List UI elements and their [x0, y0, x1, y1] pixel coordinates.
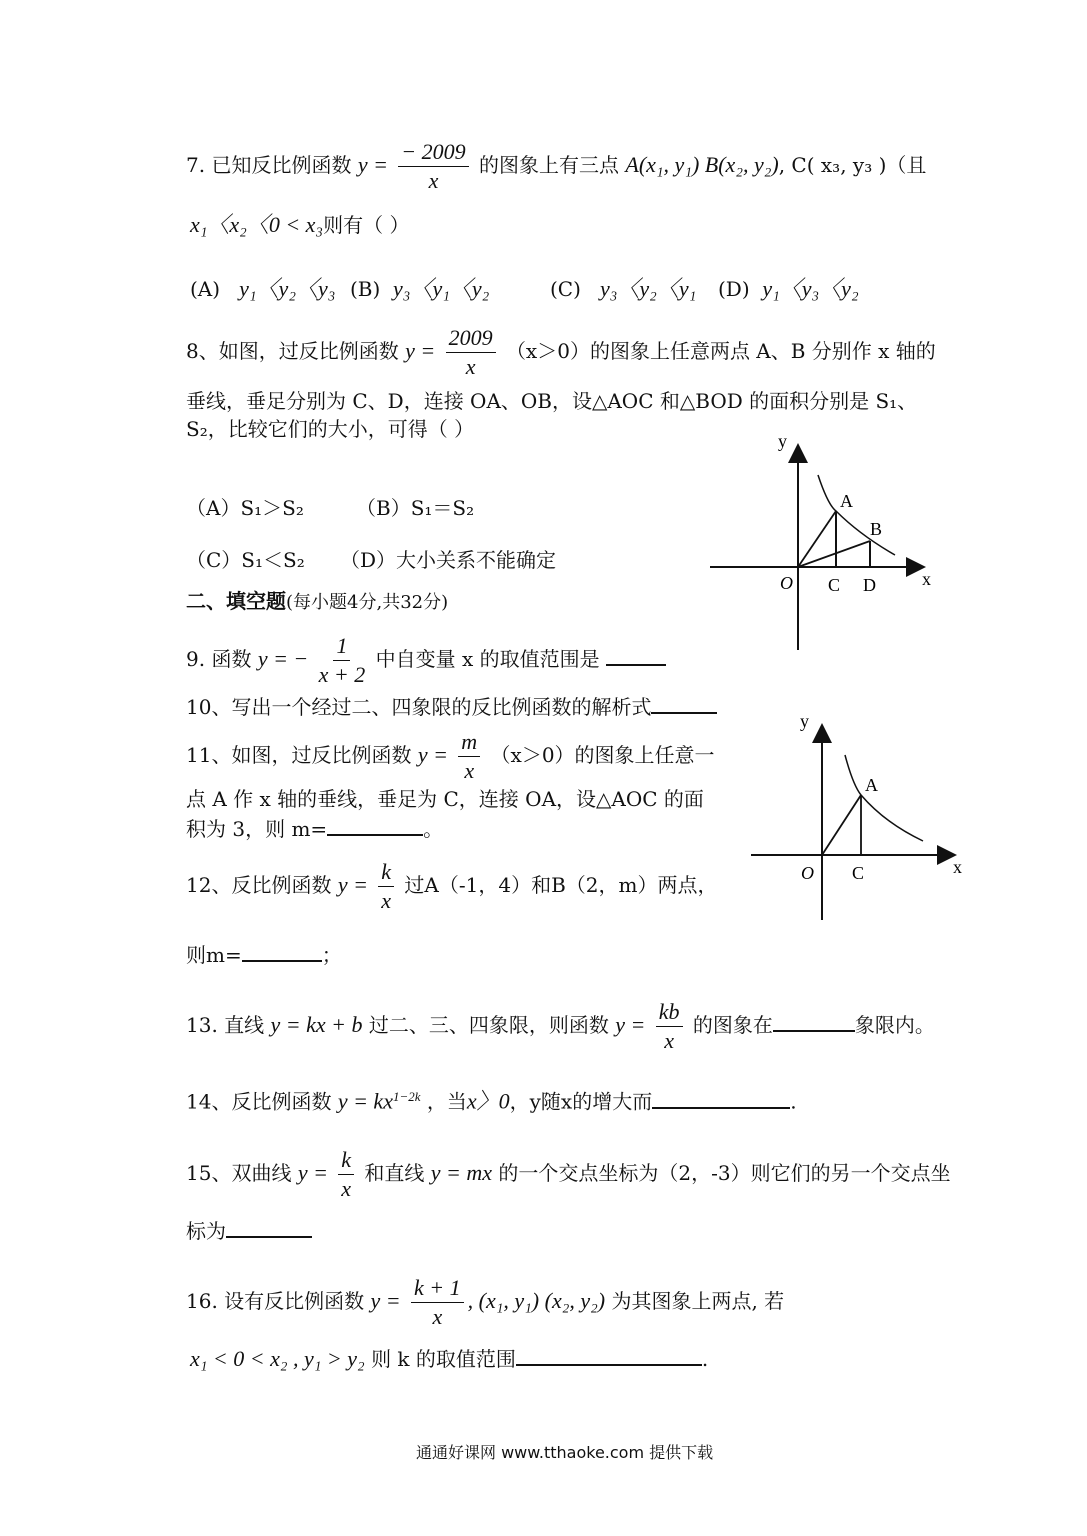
- q8-figure: [700, 425, 940, 660]
- q7-options: (A) y₁〈y₂〈y₃: [190, 276, 336, 301]
- q7-line2: x₁〈x₂〈0 < x₃则有（ ）: [190, 212, 410, 237]
- q12-answer-blank[interactable]: [242, 942, 322, 962]
- label-c: C: [852, 863, 865, 883]
- q12-fraction: $\frac{k}{x}$: [378, 858, 394, 915]
- q16-line1: 16. 设有反比例函数 y = $\frac{k + 1}{x}$ , (x₁, y₁) (x₂, y₂) 为其图象上两点, 若: [186, 1275, 785, 1329]
- label-y: y: [778, 431, 787, 451]
- label-x: x: [922, 569, 931, 589]
- segment-oa: [798, 511, 836, 567]
- q8-option-c: （C）S₁＜S₂: [186, 548, 305, 572]
- q14-answer-blank[interactable]: [652, 1089, 790, 1109]
- segment-ob: [798, 541, 870, 567]
- q9-fraction: $\frac{1}{x + 2}$: [318, 633, 366, 687]
- q13-fraction: $\frac{kb}{x}$: [656, 998, 683, 1055]
- q16-answer-blank[interactable]: [516, 1346, 702, 1366]
- label-x: x: [953, 857, 962, 877]
- label-d: D: [863, 575, 876, 595]
- label-o: O: [780, 573, 793, 593]
- q11-line3: 积为 3，则 m= 。: [186, 817, 444, 841]
- q7-option-c: (C) y₃〈y₂〈y₁: [550, 276, 697, 301]
- q9-answer-blank[interactable]: [606, 646, 666, 666]
- q15-answer-blank[interactable]: [226, 1218, 312, 1238]
- q8-line1: 8、如图，过反比例函数 y = $\frac{2009}{x}$ （x＞0）的图象上任意两点 A、B 分别作 x 轴的: [186, 325, 936, 379]
- label-o: O: [801, 863, 814, 883]
- q7-option-d: (D) y₁〈y₃〈y₂: [718, 276, 859, 301]
- label-c: C: [828, 575, 841, 595]
- q15-line2: 标为: [186, 1218, 312, 1244]
- q11-answer-blank[interactable]: [327, 816, 423, 836]
- section2-heading: 二、填空题(每小题4分,共32分): [186, 589, 449, 613]
- q15-fraction: $\frac{k}{x}$: [338, 1146, 354, 1203]
- q8-option-b: （B）S₁＝S₂: [356, 496, 475, 520]
- q14: 14、反比例函数 $y = kx^{1-2k}$ ，当x〉0，y随x的增大而 .: [186, 1088, 797, 1114]
- q8-line2: 垂线，垂足分别为 C、D，连接 OA、OB，设△AOC 和△BOD 的面积分别是 S₁、: [186, 389, 918, 413]
- q13-answer-blank[interactable]: [773, 1012, 855, 1032]
- label-a: A: [840, 491, 853, 511]
- q11-line2: 点 A 作 x 轴的垂线，垂足为 C，连接 OA，设△AOC 的面: [186, 787, 704, 811]
- q8-option-d: （D）大小关系不能确定: [340, 548, 557, 572]
- hyperbola-curve: [818, 475, 895, 555]
- segment-oa: [822, 795, 861, 855]
- q7-fraction: $\frac{- 2009}{x}$: [398, 138, 468, 195]
- q12-line2: 则m= ；: [186, 943, 342, 967]
- hyperbola-curve: [845, 755, 923, 841]
- q8-line3: S₂，比较它们的大小，可得（ ）: [186, 417, 475, 441]
- q16-line2: x₁ < 0 < x₂ , y₁ > y₂ 则 k 的取值范围 .: [190, 1346, 709, 1371]
- q10-answer-blank[interactable]: [651, 694, 717, 714]
- q8-fraction: $\frac{2009}{x}$: [446, 324, 496, 381]
- q10: 10、写出一个经过二、四象限的反比例函数的解析式: [186, 694, 717, 720]
- q8-option-a: （A）S₁＞S₂: [186, 496, 304, 520]
- label-b: B: [870, 519, 883, 539]
- label-a: A: [865, 775, 878, 795]
- q11-figure: [745, 705, 975, 925]
- q12-line1: 12、反比例函数 y = $\frac{k}{x}$ 过A（-1，4）和B（2，m）两点，: [186, 859, 718, 913]
- q7-option-b: (B) y₃〈y₁〈y₂: [350, 276, 490, 301]
- footer-credit: 通通好课网 www.tthaoke.com 提供下载: [416, 1443, 714, 1462]
- q11-fraction: $\frac{m}{x}$: [458, 728, 480, 785]
- q11-line1: 11、如图，过反比例函数 y = $\frac{m}{x}$ （x＞0）的图象上任意一: [186, 729, 715, 783]
- q16-fraction: $\frac{k + 1}{x}$: [411, 1274, 464, 1331]
- q7-line1: 7. 已知反比例函数 y = $\frac{- 2009}{x}$ 的图象上有三点 A(x₁, y₁) B(x₂, y₂), C( x₃, y₃ )（且: [186, 139, 927, 193]
- q13: 13. 直线 y = kx + b 过二、三、四象限，则函数 y = $\frac{kb}{x}$ 的图象在 象限内。: [186, 999, 935, 1053]
- q15-line1: 15、双曲线 y = $\frac{k}{x}$ 和直线 y = mx 的一个交点坐标为（2，-3）则它们的另一个交点坐: [186, 1147, 951, 1201]
- label-y: y: [800, 711, 809, 731]
- q9: 9. 函数 y = − $\frac{1}{x + 2}$ 中自变量 x 的取值范围是: [186, 632, 666, 689]
